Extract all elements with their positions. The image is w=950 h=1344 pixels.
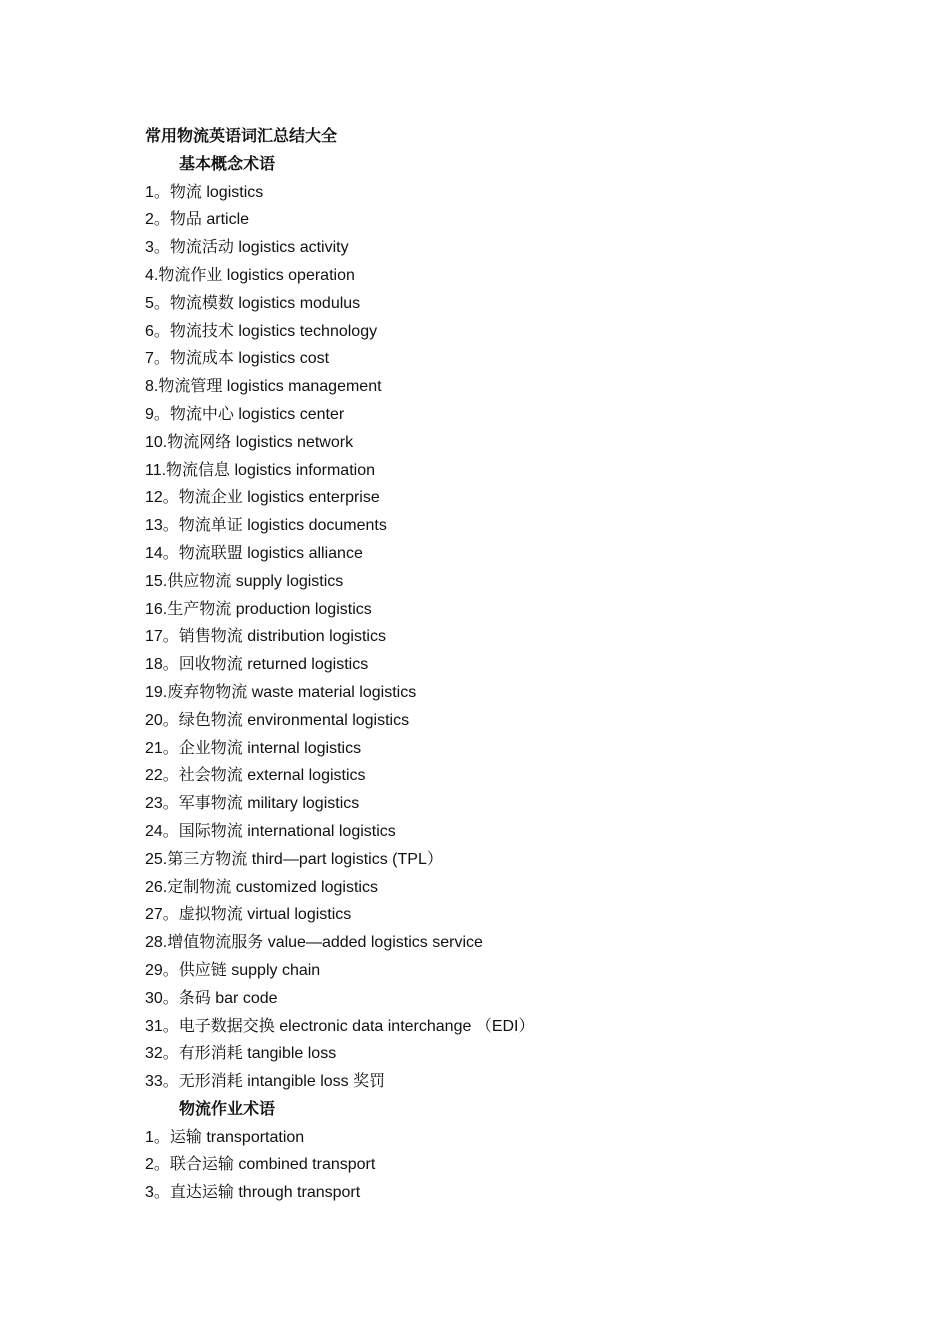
term-item: 22。社会物流 external logistics [145, 767, 366, 785]
term-item: 7。物流成本 logistics cost [145, 350, 330, 368]
term-item: 33。无形消耗 intangible loss 奖罚 [145, 1073, 386, 1091]
term-item: 17。销售物流 distribution logistics [145, 628, 386, 646]
term-item: 12。物流企业 logistics enterprise [145, 489, 380, 507]
term-item: 23。军事物流 military logistics [145, 795, 360, 813]
term-item: 1。物流 logistics [145, 183, 264, 201]
term-item: 3。直达运输 through transport [145, 1184, 361, 1202]
term-list-logistics-operations [145, 1124, 845, 1207]
term-item: 26.定制物流 customized logistics [145, 878, 378, 896]
term-item: 6。物流技术 logistics technology [145, 322, 378, 340]
term-item: 13。物流单证 logistics documents [145, 517, 387, 535]
term-item: 29。供应链 supply chain [145, 961, 321, 979]
term-item: 1。运输 transportation [145, 1128, 305, 1146]
document-title: 常用物流英语词汇总结大全 [145, 128, 338, 145]
term-item: 5。物流模数 logistics modulus [145, 294, 361, 312]
section-heading-basic-concepts: 基本概念术语 [179, 155, 276, 173]
term-list-basic-concepts [145, 179, 845, 1096]
term-item: 4.物流作业 logistics operation [145, 266, 355, 284]
term-item: 15.供应物流 supply logistics [145, 572, 344, 590]
term-item: 25.第三方物流 third—part logistics (TPL） [145, 850, 443, 868]
term-item: 20。绿色物流 environmental logistics [145, 711, 410, 729]
term-item: 14。物流联盟 logistics alliance [145, 544, 363, 562]
term-item: 9。物流中心 logistics center [145, 405, 345, 423]
term-item: 27。虚拟物流 virtual logistics [145, 906, 352, 924]
term-item: 8.物流管理 logistics management [145, 378, 382, 396]
section-heading-logistics-operations: 物流作业术语 [179, 1100, 276, 1118]
term-item: 21。企业物流 internal logistics [145, 739, 362, 757]
term-item: 28.增值物流服务 value—added logistics service [145, 934, 483, 952]
term-item: 3。物流活动 logistics activity [145, 239, 349, 257]
term-item: 18。回收物流 returned logistics [145, 656, 369, 674]
term-item: 10.物流网络 logistics network [145, 433, 354, 451]
term-item: 19.废弃物物流 waste material logistics [145, 683, 417, 701]
document-body [145, 123, 845, 1207]
term-item: 30。条码 bar code [145, 989, 278, 1007]
term-item: 24。国际物流 international logistics [145, 822, 396, 840]
term-item: 16.生产物流 production logistics [145, 600, 372, 618]
term-item: 2。物品 article [145, 211, 250, 229]
term-item: 31。电子数据交换 electronic data interchange （EDI） [145, 1017, 535, 1035]
term-item: 11.物流信息 logistics information [145, 461, 376, 479]
term-item: 2。联合运输 combined transport [145, 1156, 376, 1174]
term-item: 32。有形消耗 tangible loss [145, 1045, 337, 1063]
